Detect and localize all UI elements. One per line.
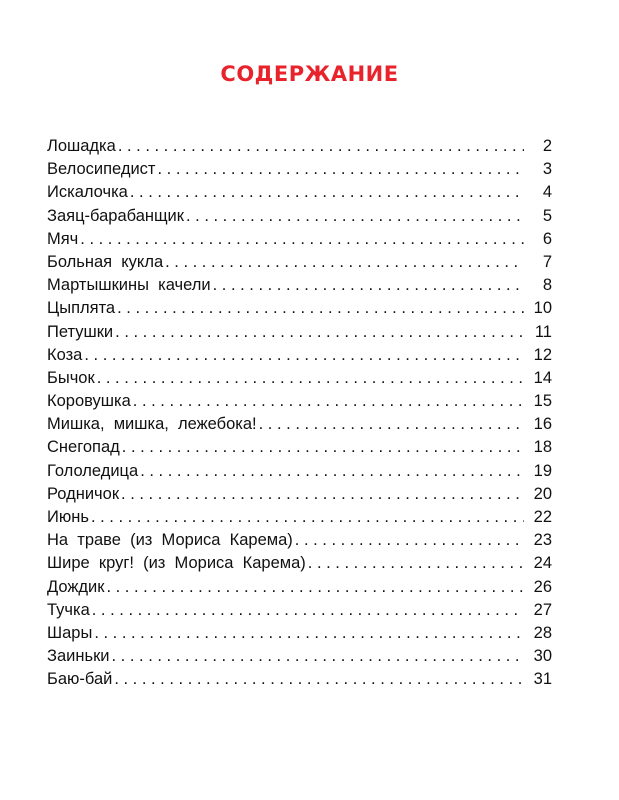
toc-entry-title: Тучка — [47, 600, 90, 619]
toc-entry-page-number: 8 — [542, 276, 552, 295]
toc-entry-title: Снегопад — [47, 438, 120, 457]
toc-entry-title: Шире круг! (из Мориса Карема) — [47, 554, 306, 573]
dot-leader — [84, 344, 524, 367]
toc-entry — [47, 228, 552, 251]
toc-entry-title: Заяц-барабанщик — [47, 206, 184, 225]
toc-entry — [47, 321, 552, 344]
dot-leader — [121, 483, 524, 506]
dot-leader — [92, 599, 524, 622]
dot-leader — [97, 367, 524, 390]
toc-entry-page-number: 2 — [542, 137, 552, 155]
toc-entry-page-number: 20 — [533, 484, 552, 503]
table-of-contents — [47, 135, 552, 692]
toc-entry — [47, 436, 552, 459]
toc-entry — [47, 460, 552, 483]
toc-entry-title: Лошадка — [47, 137, 116, 155]
toc-entry-page-number: 30 — [533, 647, 552, 666]
toc-entry-page-number: 22 — [533, 508, 552, 526]
page-title: СОДЕРЖАНИЕ — [220, 62, 399, 86]
toc-entry — [47, 506, 552, 529]
toc-entry-title: Коза — [47, 345, 83, 364]
dot-leader — [118, 135, 524, 158]
dot-leader — [117, 297, 524, 320]
toc-entry-page-number: 6 — [542, 229, 552, 248]
toc-entry — [47, 576, 552, 599]
toc-entry-page-number: 19 — [533, 461, 552, 480]
dot-leader — [130, 181, 524, 204]
toc-entry-title: Гололедица — [47, 461, 139, 480]
dot-leader — [295, 529, 524, 552]
toc-entry — [47, 599, 552, 622]
dot-leader — [186, 205, 524, 228]
toc-entry — [47, 158, 552, 181]
toc-entry — [47, 552, 552, 575]
dot-leader — [140, 460, 524, 483]
toc-entry-page-number: 4 — [542, 183, 552, 202]
toc-entry-title: Цыплята — [47, 299, 116, 318]
toc-entry-title: Больная кукла — [47, 252, 164, 271]
dot-leader — [106, 576, 524, 599]
dot-leader — [165, 251, 524, 274]
toc-entry-page-number: 15 — [533, 392, 552, 411]
toc-entry — [47, 413, 552, 436]
toc-entry-page-number: 10 — [533, 299, 552, 318]
toc-entry-page-number: 3 — [542, 160, 552, 179]
toc-entry — [47, 251, 552, 274]
toc-entry — [47, 668, 552, 691]
dot-leader — [114, 668, 524, 691]
toc-entry-title: Июнь — [47, 508, 89, 526]
toc-entry-page-number: 31 — [533, 670, 552, 689]
toc-entry — [47, 645, 552, 668]
toc-entry-title: Искалочка — [47, 183, 128, 202]
dot-leader — [213, 274, 524, 297]
dot-leader — [308, 552, 524, 575]
dot-leader — [94, 622, 524, 645]
toc-entry-page-number: 18 — [533, 438, 552, 457]
dot-leader — [259, 413, 524, 436]
toc-entry-title: Петушки — [47, 322, 114, 341]
dot-leader — [91, 506, 524, 529]
toc-entry — [47, 205, 552, 228]
dot-leader — [158, 158, 525, 181]
toc-entry-title: Шары — [47, 623, 93, 642]
toc-entry — [47, 622, 552, 645]
toc-entry-title: Баю-бай — [47, 670, 113, 689]
toc-entry-title: Бычок — [47, 368, 95, 387]
toc-entry — [47, 135, 552, 158]
toc-entry — [47, 181, 552, 204]
dot-leader — [133, 390, 524, 413]
toc-entry-title: Мяч — [47, 229, 79, 248]
toc-entry-title: Заиньки — [47, 647, 110, 666]
toc-entry — [47, 297, 552, 320]
toc-entry — [47, 390, 552, 413]
toc-entry — [47, 529, 552, 552]
toc-entry-page-number: 16 — [533, 415, 552, 434]
toc-entry-title: Родничок — [47, 484, 120, 503]
toc-entry-title: На траве (из Мориса Карема) — [47, 531, 293, 550]
toc-entry-page-number: 28 — [533, 623, 552, 642]
toc-entry — [47, 483, 552, 506]
toc-entry-title: Коровушка — [47, 392, 131, 411]
toc-entry-page-number: 24 — [533, 554, 552, 573]
toc-entry-page-number: 12 — [533, 345, 552, 364]
dot-leader — [80, 228, 524, 251]
toc-entry-title: Дождик — [47, 577, 105, 596]
toc-entry-page-number: 23 — [533, 531, 552, 550]
toc-entry-page-number: 5 — [542, 206, 552, 225]
toc-entry-title: Мартышкины качели — [47, 276, 211, 295]
toc-entry — [47, 367, 552, 390]
toc-entry — [47, 274, 552, 297]
toc-entry-page-number: 7 — [542, 252, 552, 271]
toc-entry-page-number: 11 — [534, 322, 552, 341]
dot-leader — [115, 321, 524, 344]
dot-leader — [122, 436, 524, 459]
dot-leader — [112, 645, 524, 668]
toc-entry-title: Велосипедист — [47, 160, 156, 179]
toc-entry-page-number: 26 — [533, 577, 552, 596]
toc-entry-title: Мишка, мишка, лежебока! — [47, 415, 257, 434]
toc-entry-page-number: 27 — [533, 600, 552, 619]
toc-entry — [47, 344, 552, 367]
toc-entry-page-number: 14 — [533, 368, 552, 387]
